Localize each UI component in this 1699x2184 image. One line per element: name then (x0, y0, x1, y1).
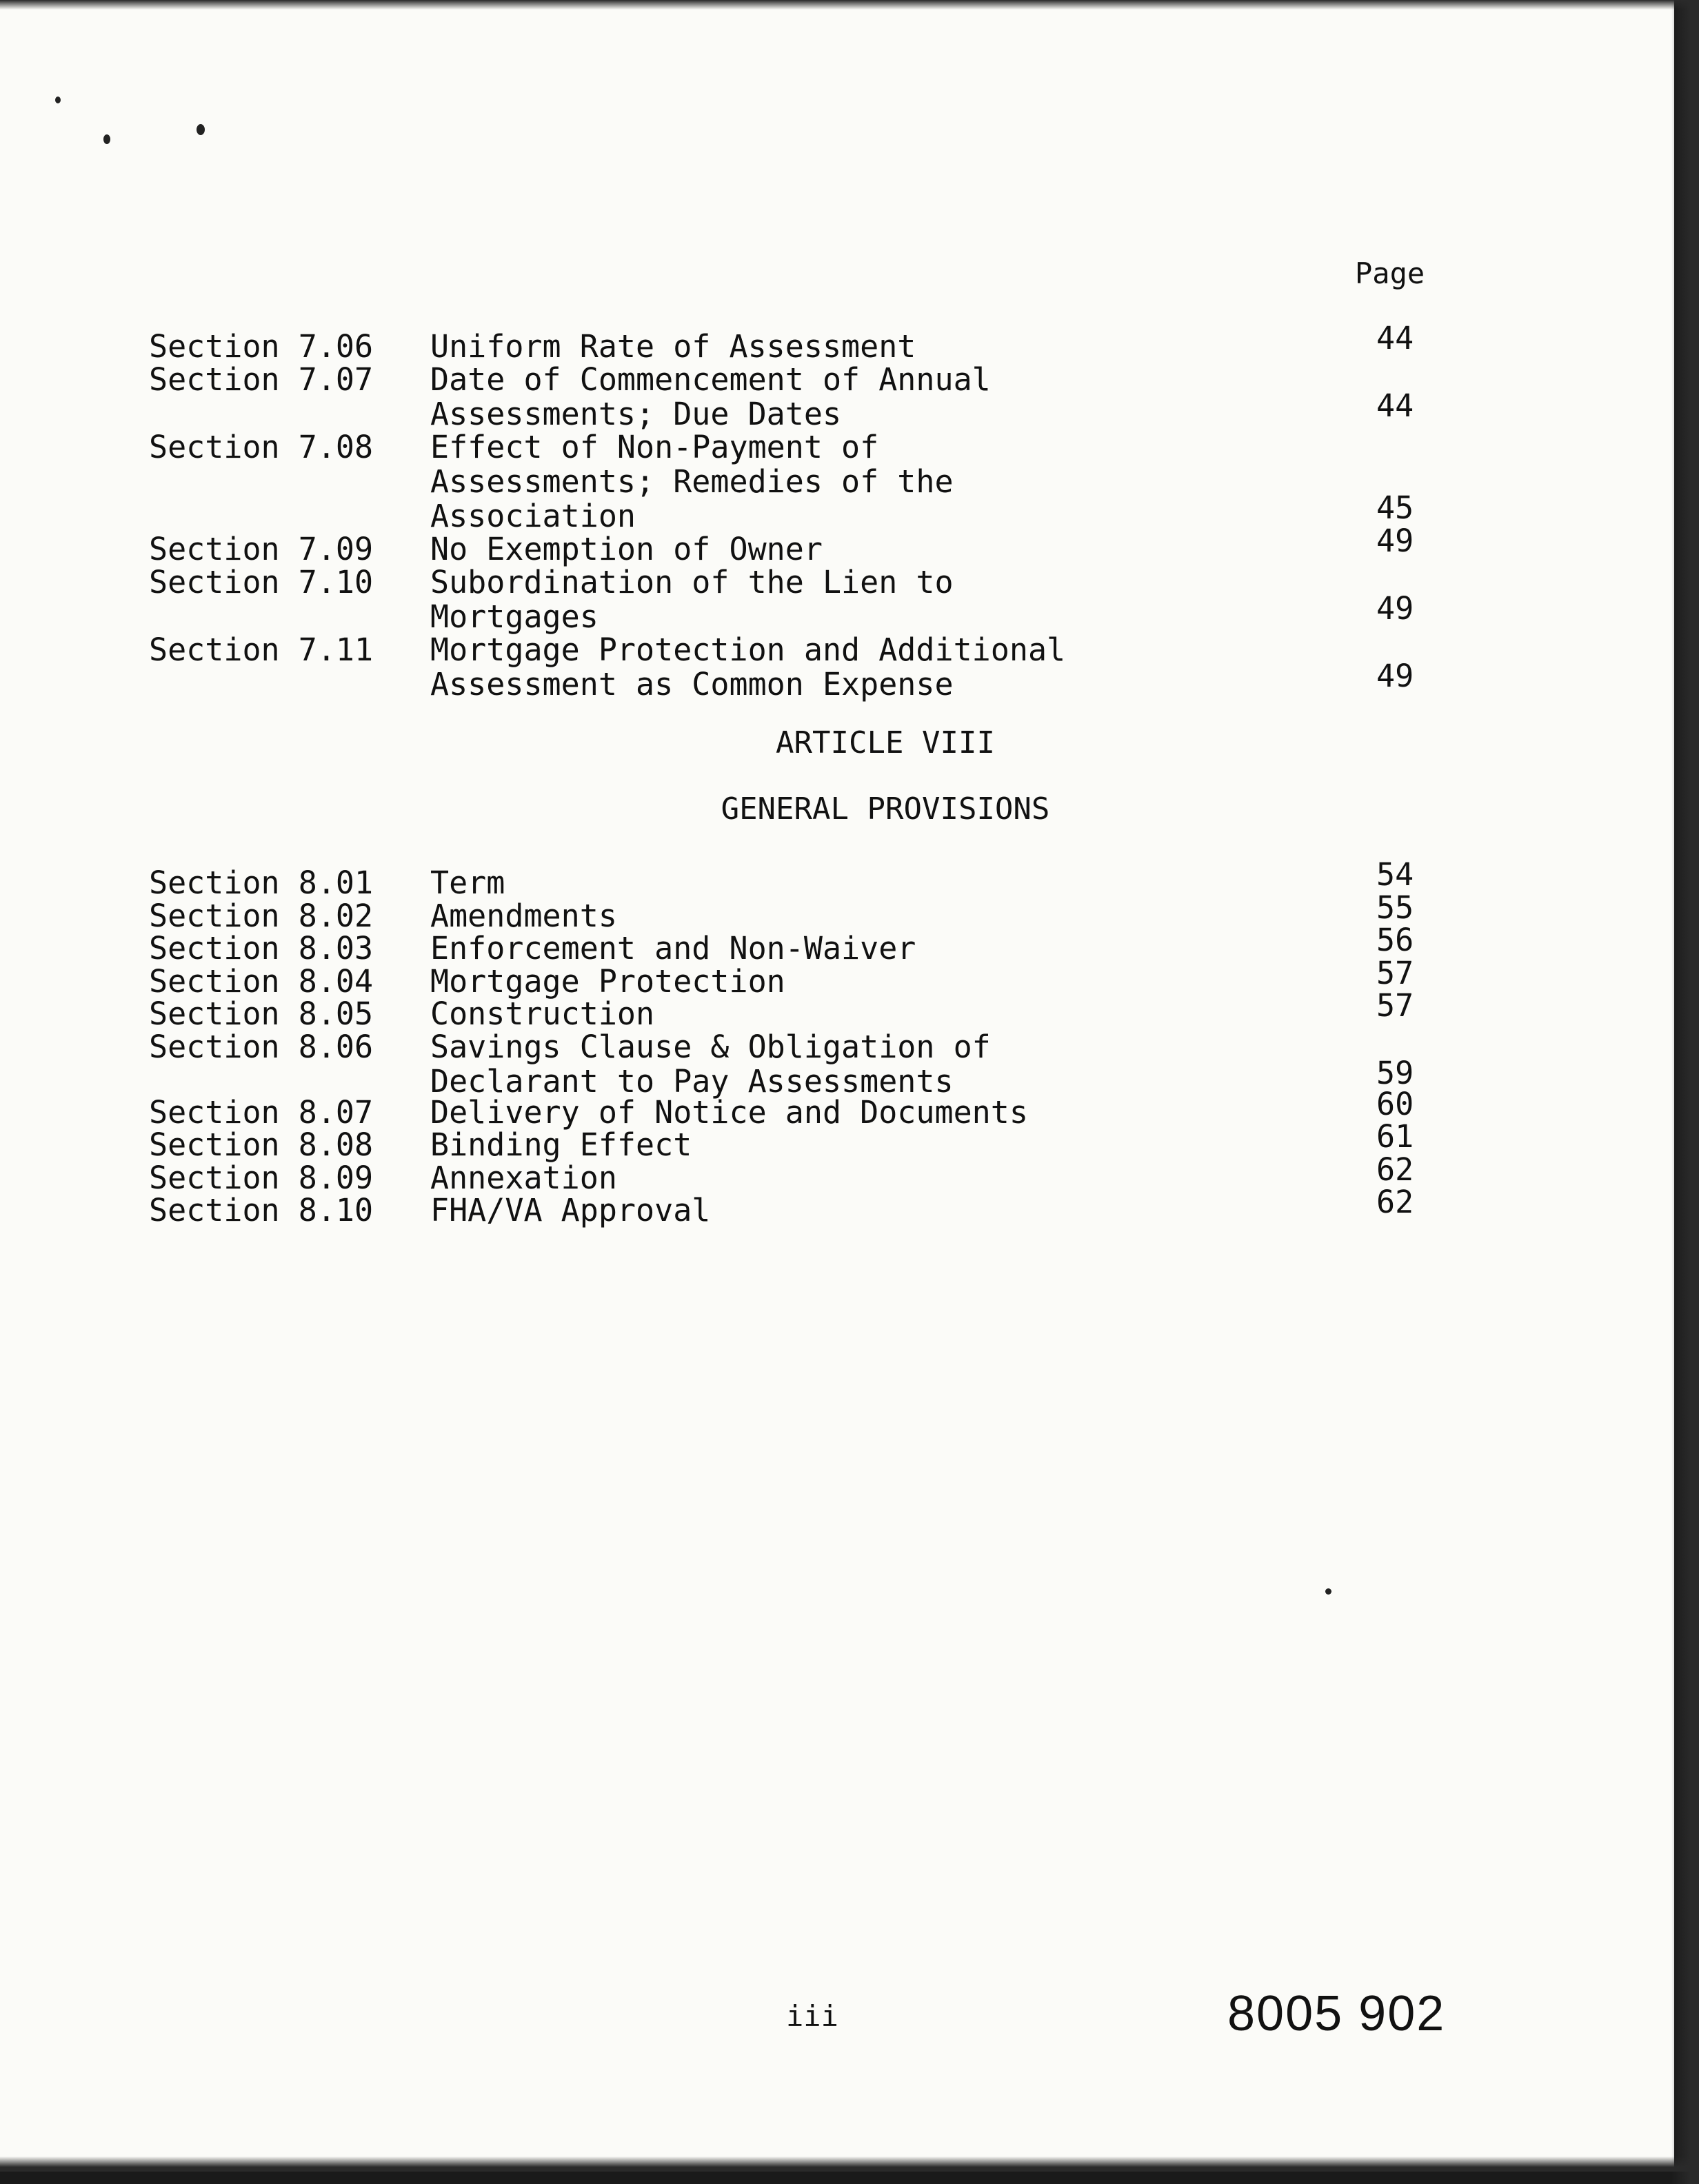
page-number: 54 (1376, 856, 1414, 893)
page-folio: iii (786, 1999, 838, 2033)
page-column-header: Page (1355, 256, 1425, 290)
section-number: Section 8.10 (149, 1192, 374, 1228)
section-title: Mortgage Protection and Additional Assessment as Common Expense (430, 631, 1066, 702)
section-number: Section 8.04 (149, 962, 374, 1000)
page-number: 49 (1376, 523, 1414, 559)
page-number: 49 (1376, 590, 1414, 627)
scan-edge-bottom (0, 2156, 1699, 2172)
section-number: Section 7.08 (149, 429, 374, 465)
section-title: Delivery of Notice and Documents (430, 1093, 1028, 1131)
section-number: Section 8.03 (149, 930, 374, 967)
section-title: Term (430, 865, 505, 901)
document-number: 8005 902 (1227, 1986, 1446, 2041)
section-title: Date of Commencement of Annual Assessments; Due Dates (430, 361, 991, 432)
section-number: Section 7.07 (149, 361, 374, 398)
section-number: Section 8.07 (149, 1093, 374, 1131)
article-heading: ARTICLE VIII (776, 725, 995, 760)
section-title: Annexation (430, 1159, 617, 1196)
scan-speck (1325, 1588, 1331, 1595)
section-number: Section 8.08 (149, 1126, 374, 1163)
section-title: Effect of Non-Payment of Assessments; Remedies of the Association (430, 429, 954, 534)
section-number: Section 7.11 (149, 631, 374, 668)
page-number: 49 (1376, 658, 1414, 694)
section-number: Section 7.10 (149, 564, 374, 600)
page-number: 62 (1376, 1184, 1414, 1220)
section-title: Amendments (430, 897, 617, 934)
scan-speck (55, 97, 61, 103)
section-title: Mortgage Protection (430, 962, 785, 1000)
page-number: 55 (1376, 889, 1414, 926)
section-title: Enforcement and Non-Waiver (430, 930, 916, 967)
scan-speck (197, 124, 205, 135)
section-title: Savings Clause & Obligation of Declarant to Pay Assessments (430, 1028, 991, 1100)
page-number: 59 (1376, 1054, 1414, 1091)
page-number: 57 (1376, 987, 1414, 1024)
page-number: 44 (1376, 387, 1414, 424)
section-title: Subordination of the Lien to Mortgages (430, 564, 954, 635)
section-number: Section 7.06 (149, 328, 374, 365)
section-title: Construction (430, 995, 655, 1032)
section-number: Section 8.02 (149, 897, 374, 934)
page-number: 45 (1376, 489, 1414, 526)
scan-speck (103, 134, 110, 144)
page-number: 62 (1376, 1151, 1414, 1188)
page-number: 57 (1376, 954, 1414, 991)
page-number: 44 (1376, 320, 1414, 356)
section-number: Section 8.06 (149, 1028, 374, 1065)
section-number: Section 8.01 (149, 865, 374, 901)
section-number: Section 7.09 (149, 531, 374, 567)
section-number: Section 8.05 (149, 995, 374, 1032)
page-number: 56 (1376, 922, 1414, 958)
section-title: Uniform Rate of Assessment (430, 328, 916, 365)
section-title: Binding Effect (430, 1126, 692, 1163)
section-title: FHA/VA Approval (430, 1192, 711, 1228)
article-subheading: GENERAL PROVISIONS (721, 791, 1050, 827)
page-number: 61 (1376, 1118, 1414, 1155)
scan-edge-top (0, 0, 1699, 10)
scan-edge-right (1671, 0, 1699, 2184)
section-title: No Exemption of Owner (430, 531, 823, 567)
section-number: Section 8.09 (149, 1159, 374, 1196)
page-number: 60 (1376, 1085, 1414, 1122)
